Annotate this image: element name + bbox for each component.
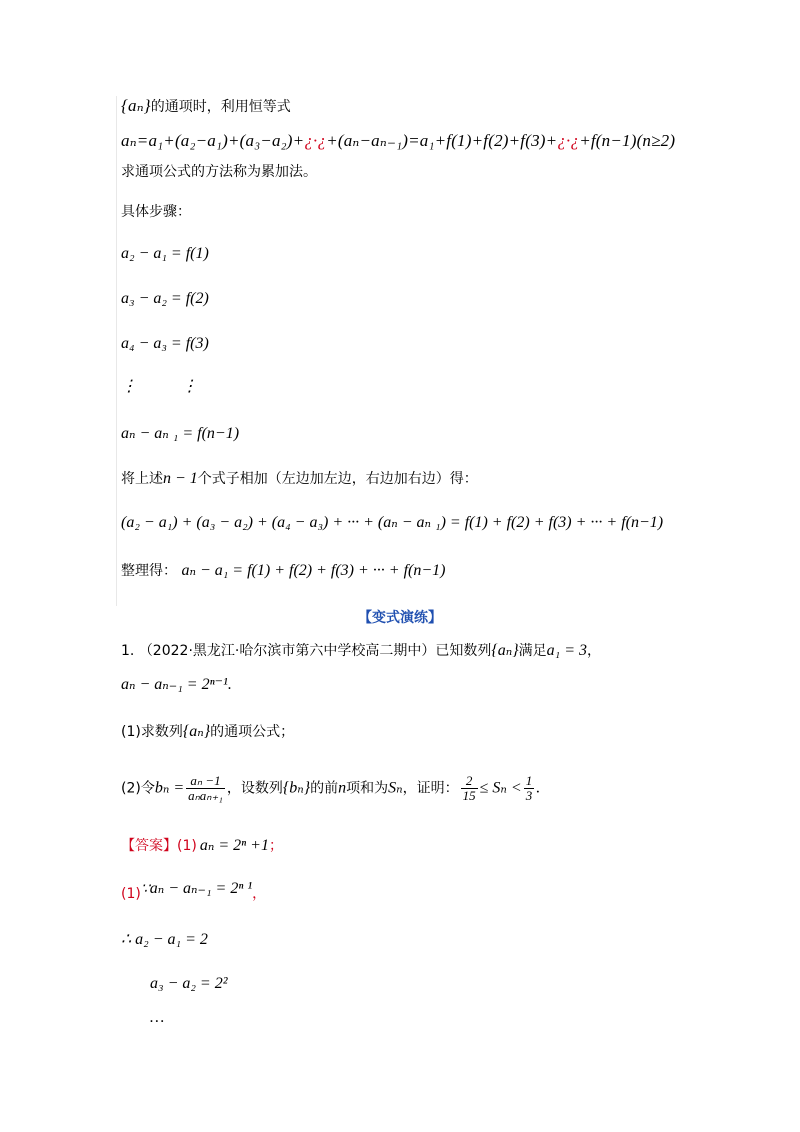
identity-equation — [121, 131, 675, 152]
intro-line-1 — [121, 96, 291, 117]
solution-comma: ， — [252, 886, 267, 902]
period: . — [227, 676, 232, 693]
fraction-numerator: 1 — [525, 773, 533, 788]
dots-left: ⋮ — [121, 378, 137, 395]
garbled-glyph: ¿·¿ — [304, 131, 327, 150]
fraction-denominator: 3 — [525, 788, 533, 803]
sum-text-math: n − 1 — [163, 470, 198, 487]
part1-sequence: {aₙ} — [182, 723, 211, 740]
solution-line-3: a₃ − a₂ = 2² — [150, 975, 228, 992]
b-n-symbol: bₙ = — [154, 779, 185, 797]
intro-text: 的通项时，利用恒等式 — [150, 99, 291, 115]
part1-prefix: (1)求数列 — [121, 724, 183, 740]
identity-mid: +(aₙ−aₙ₋₁)=a₁+f(1)+f(2)+f(3)+ — [326, 131, 558, 150]
step-2: a₃ − a₂ = f(2) — [121, 290, 209, 307]
solution-part: (1) — [121, 886, 141, 902]
inequality: ≤ Sₙ < — [479, 779, 522, 797]
part2-text-3: 项和为 — [346, 780, 389, 797]
comma: ， — [586, 643, 601, 659]
method-name-line: 求通项公式的方法称为累加法。 — [121, 164, 317, 180]
dots-right: ⋮ — [181, 378, 198, 395]
problem-stem — [121, 641, 601, 661]
sum-text-suffix: 个式子相加（左边加左边，右边加右边）得： — [197, 471, 478, 487]
problem-number: 1. — [121, 643, 135, 659]
step-1: a₂ − a₁ = f(1) — [121, 245, 209, 262]
step-3: a₄ − a₃ = f(3) — [121, 335, 209, 352]
part2-text-4: ，证明： — [402, 780, 459, 797]
condition-1: a₁ = 3 — [546, 642, 587, 659]
part2-text-2: 的前 — [310, 780, 339, 797]
identity-rhs: +f(n−1)(n≥2) — [579, 131, 676, 150]
period: . — [536, 779, 541, 797]
garbled-glyph: ¿·¿ — [557, 131, 580, 150]
solution-ellipsis: … — [150, 1009, 165, 1026]
part1-suffix: 的通项公式； — [210, 724, 295, 740]
identity-lhs: aₙ=a₁+(a₂−a₁)+(a₃−a₂)+ — [121, 131, 305, 150]
part2-n: n — [338, 779, 347, 797]
answer-line — [121, 836, 283, 856]
b-n-fraction — [186, 774, 225, 803]
sum-text-prefix: 将上述 — [121, 471, 163, 487]
part2-text-1: ，设数列 — [226, 780, 283, 797]
sum-equation: (a₂ − a₁) + (a₃ − a₂) + (a₄ − a₃) + ··· + (aₙ − aₙ ₁) = f(1) + f(2) + f(3) + ··· + f(n−1) — [121, 514, 664, 531]
problem-part-2 — [121, 774, 540, 803]
problem-sequence: {aₙ} — [491, 642, 519, 659]
solution-line-1 — [121, 880, 267, 905]
problem-condition-2 — [121, 675, 232, 695]
answer-formula: aₙ = 2ⁿ +1 — [199, 837, 269, 854]
answer-part: (1) — [177, 838, 197, 854]
part2-s-n: Sₙ — [388, 779, 403, 797]
answer-end: ； — [268, 838, 283, 854]
sum-instruction — [121, 469, 478, 489]
lower-bound-fraction — [461, 774, 478, 803]
upper-bound-fraction — [524, 774, 535, 803]
fraction-denominator: aₙaₙ₊₁ — [188, 788, 223, 803]
solution-formula: aₙ − aₙ₋₁ = 2ⁿ ¹ — [149, 880, 253, 897]
condition-2: aₙ − aₙ₋₁ = 2ⁿ⁻¹ — [121, 676, 228, 693]
part2-sequence: {bₙ} — [282, 779, 311, 797]
problem-part-1 — [121, 722, 294, 742]
fraction-numerator: 2 — [461, 774, 478, 789]
problem-source: （2022·黑龙江·哈尔滨市第六中学校高二期中）已知数列 — [138, 643, 492, 659]
fraction-denominator: 15 — [462, 788, 476, 803]
fraction-numerator: aₙ −1 — [186, 774, 225, 789]
answer-label: 【答案】 — [121, 838, 177, 854]
section-heading: 【变式演练】 — [358, 610, 442, 626]
result-equation: aₙ − a₁ = f(1) + f(2) + f(3) + ··· + f(n−1) — [181, 562, 446, 579]
because-symbol: ∵ — [140, 882, 150, 897]
vertical-dots — [121, 377, 197, 397]
margin-rule — [116, 96, 117, 606]
step-n: aₙ − aₙ ₁ = f(n−1) — [121, 425, 240, 442]
part2-prefix: (2)令 — [121, 780, 155, 797]
solution-line-2: ∴ a₂ − a₁ = 2 — [121, 931, 208, 948]
steps-title: 具体步骤： — [121, 204, 191, 220]
result-line — [121, 561, 445, 581]
result-label: 整理得： — [121, 563, 177, 579]
problem-satisfy: 满足 — [518, 643, 547, 659]
sequence-symbol: {aₙ} — [121, 96, 151, 115]
